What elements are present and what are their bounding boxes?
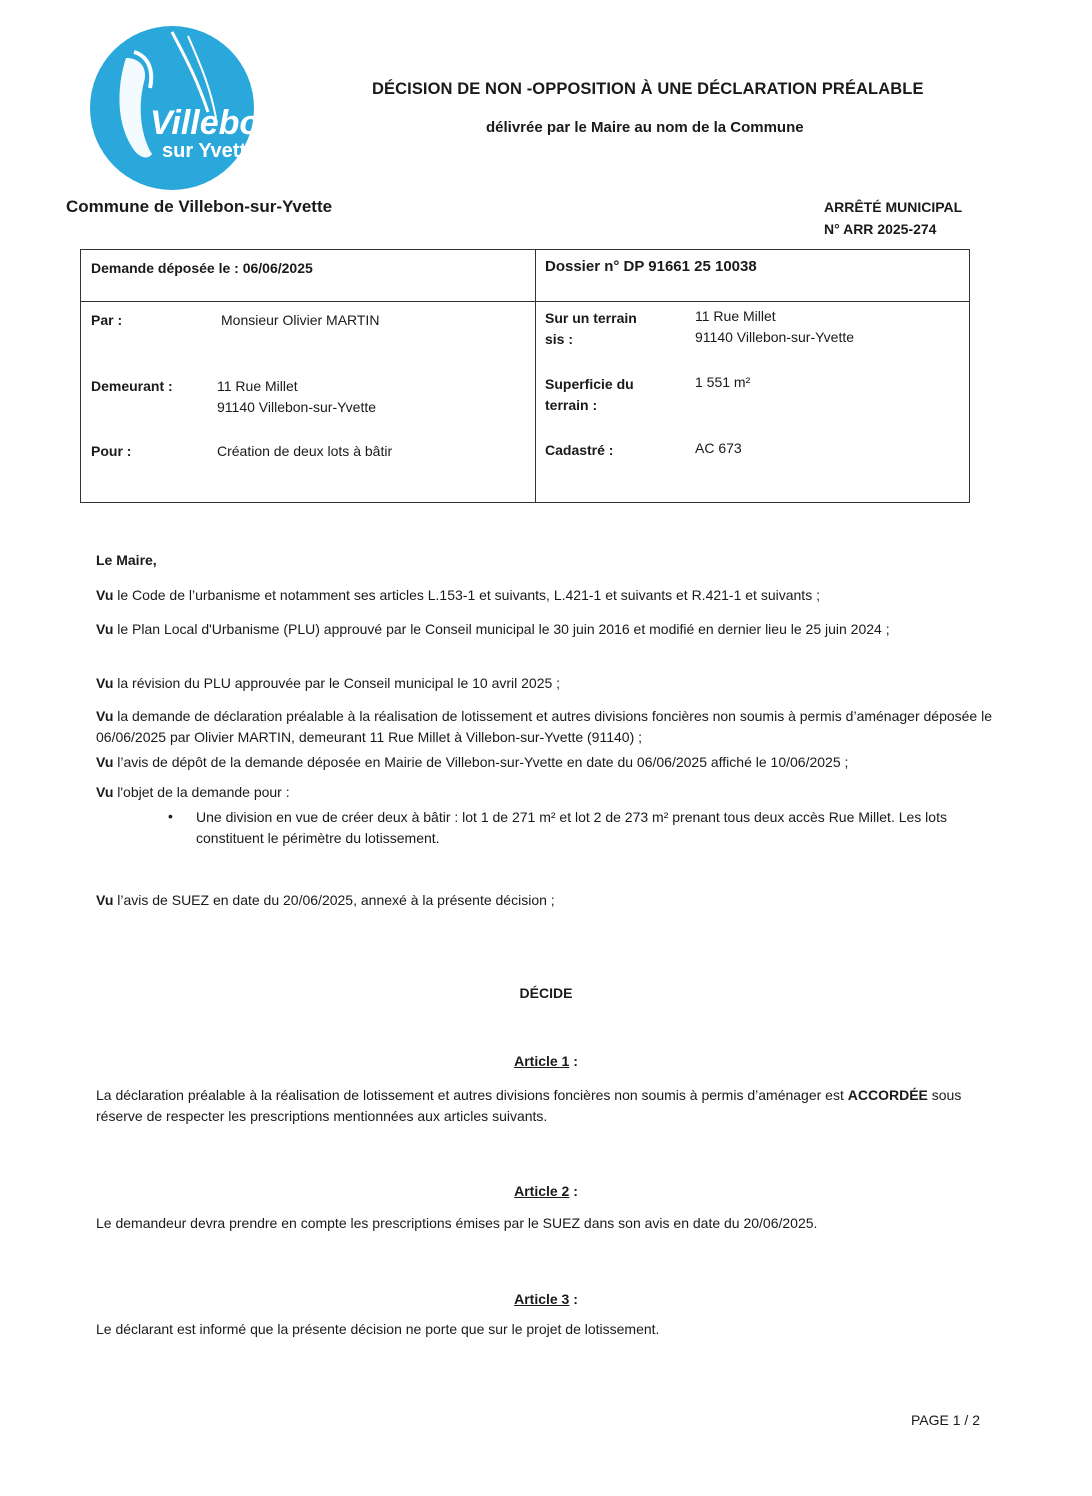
- vu-keyword: Vu: [96, 754, 114, 770]
- article-2-title: Article 2: [514, 1183, 570, 1199]
- article-2-text: Le demandeur devra prendre en compte les prescriptions émises par le SUEZ dans son avis en date du 20/06/2025.: [96, 1215, 818, 1231]
- vu-text-2: le Plan Local d'Urbanisme (PLU) approuvé par le Conseil municipal le 30 juin 2016 et modifié en dernier lieu le 25 juin 2024 ;: [113, 621, 890, 637]
- box-divider-horizontal: [81, 301, 969, 302]
- vu-keyword: Vu: [96, 675, 114, 691]
- article-3-colon: :: [569, 1291, 578, 1307]
- commune-name: Commune de Villebon-sur-Yvette: [66, 197, 333, 216]
- vu-paragraph-4: [96, 706, 992, 748]
- logo-word-1: Villebon: [150, 104, 281, 142]
- request-info-box: [80, 249, 970, 503]
- article-3-text: Le déclarant est informé que la présente décision ne porte que sur le projet de lotissement.: [96, 1321, 660, 1337]
- vu-text-3: la révision du PLU approuvée par le Conseil municipal le 10 avril 2025 ;: [113, 675, 561, 691]
- article-2-colon: :: [569, 1183, 578, 1199]
- article-1-text: [96, 1085, 992, 1127]
- bullet-item: Une division en vue de créer deux à bâtir : lot 1 de 271 m² et lot 2 de 273 m² prenant tous deux accès Rue Millet. Les lots constituent le périmètre du lotissement.: [196, 809, 947, 846]
- vu-text-4: la demande de déclaration préalable à la réalisation de lotissement et autres divisions foncières non soumis à permis d’aménager déposée le 06/06/2025 par Olivier MARTIN, demeurant 11 Rue Millet à Villebon-sur-Yvette (91140) ;: [96, 708, 992, 745]
- article-1-colon: :: [569, 1053, 578, 1069]
- arrete-line-1: ARRÊTÉ MUNICIPAL: [824, 199, 963, 215]
- vu-paragraph-1: [96, 585, 992, 606]
- article-2-heading: [0, 1183, 1092, 1199]
- article-1-text-b: sous réserve de respecter les prescriptions mentionnées aux articles suivants.: [96, 1087, 962, 1124]
- arrete-reference: [824, 196, 962, 240]
- logo-graphic: [88, 22, 281, 192]
- pour-value: Création de deux lots à bâtir: [217, 443, 393, 459]
- vu-paragraph-2: [96, 619, 992, 640]
- par-label: Par :: [91, 312, 123, 328]
- superficie-label-2: terrain :: [545, 397, 598, 413]
- vu-paragraph-5: [96, 752, 992, 773]
- terrain-label-1: Sur un terrain: [545, 310, 637, 326]
- terrain-line-2: 91140 Villebon-sur-Yvette: [695, 329, 855, 345]
- document-title: DÉCISION DE NON -OPPOSITION À UNE DÉCLARATION PRÉALABLE: [372, 80, 924, 98]
- vu-paragraph-7: [96, 890, 992, 911]
- article-3-title: Article 3: [514, 1291, 570, 1307]
- demeurant-line-1: 11 Rue Millet: [217, 378, 298, 394]
- document-subtitle: délivrée par le Maire au nom de la Commune: [486, 119, 804, 136]
- vu-keyword: Vu: [96, 784, 114, 800]
- box-divider-vertical: [535, 250, 536, 502]
- article-3-heading: [0, 1291, 1092, 1307]
- logo-word-2: sur Yvette: [162, 140, 258, 162]
- vu-text-6: l'objet de la demande pour :: [113, 784, 290, 800]
- decide-heading: DÉCIDE: [519, 985, 573, 1001]
- cadastre-value: AC 673: [695, 440, 742, 456]
- demeurant-line-2: 91140 Villebon-sur-Yvette: [217, 399, 377, 415]
- vu-text-7: l’avis de SUEZ en date du 20/06/2025, annexé à la présente décision ;: [113, 892, 555, 908]
- terrain-line-1: 11 Rue Millet: [695, 308, 776, 324]
- demeurant-label: Demeurant :: [91, 378, 173, 394]
- vu-paragraph-3: [96, 673, 992, 694]
- article-1-heading: [0, 1053, 1092, 1069]
- par-value: Monsieur Olivier MARTIN: [221, 312, 380, 328]
- villebon-logo: [88, 22, 281, 192]
- terrain-label-2: sis :: [545, 331, 574, 347]
- article-1-title: Article 1: [514, 1053, 570, 1069]
- vu-keyword: Vu: [96, 587, 114, 603]
- vu-text-5: l’avis de dépôt de la demande déposée en Mairie de Villebon-sur-Yvette en date du 06/06/2025 affiché le 10/06/2025 ;: [113, 754, 849, 770]
- vu-paragraph-6: [96, 782, 992, 803]
- demande-date: Demande déposée le : 06/06/2025: [91, 260, 313, 276]
- cadastre-label: Cadastré :: [545, 442, 614, 458]
- vu-keyword: Vu: [96, 708, 114, 724]
- article-1-accorde: ACCORDÉE: [847, 1087, 928, 1103]
- superficie-label-1: Superficie du: [545, 376, 634, 392]
- le-maire: Le Maire,: [96, 552, 157, 568]
- arrete-line-2: N° ARR 2025-274: [824, 221, 937, 237]
- page-number: PAGE 1 / 2: [911, 1412, 980, 1428]
- article-1-text-a: La déclaration préalable à la réalisation de lotissement et autres divisions foncières non soumis à permis d’aménager est: [96, 1087, 848, 1103]
- vu-text-1: le Code de l’urbanisme et notamment ses articles L.153-1 et suivants, L.421-1 et suivants et R.421-1 et suivants ;: [113, 587, 820, 603]
- dossier-number: Dossier n° DP 91661 25 10038: [545, 258, 757, 275]
- vu-keyword: Vu: [96, 892, 114, 908]
- bullet-glyph: •: [168, 808, 173, 824]
- vu-keyword: Vu: [96, 621, 114, 637]
- pour-label: Pour :: [91, 443, 132, 459]
- superficie-value: 1 551 m²: [695, 374, 751, 390]
